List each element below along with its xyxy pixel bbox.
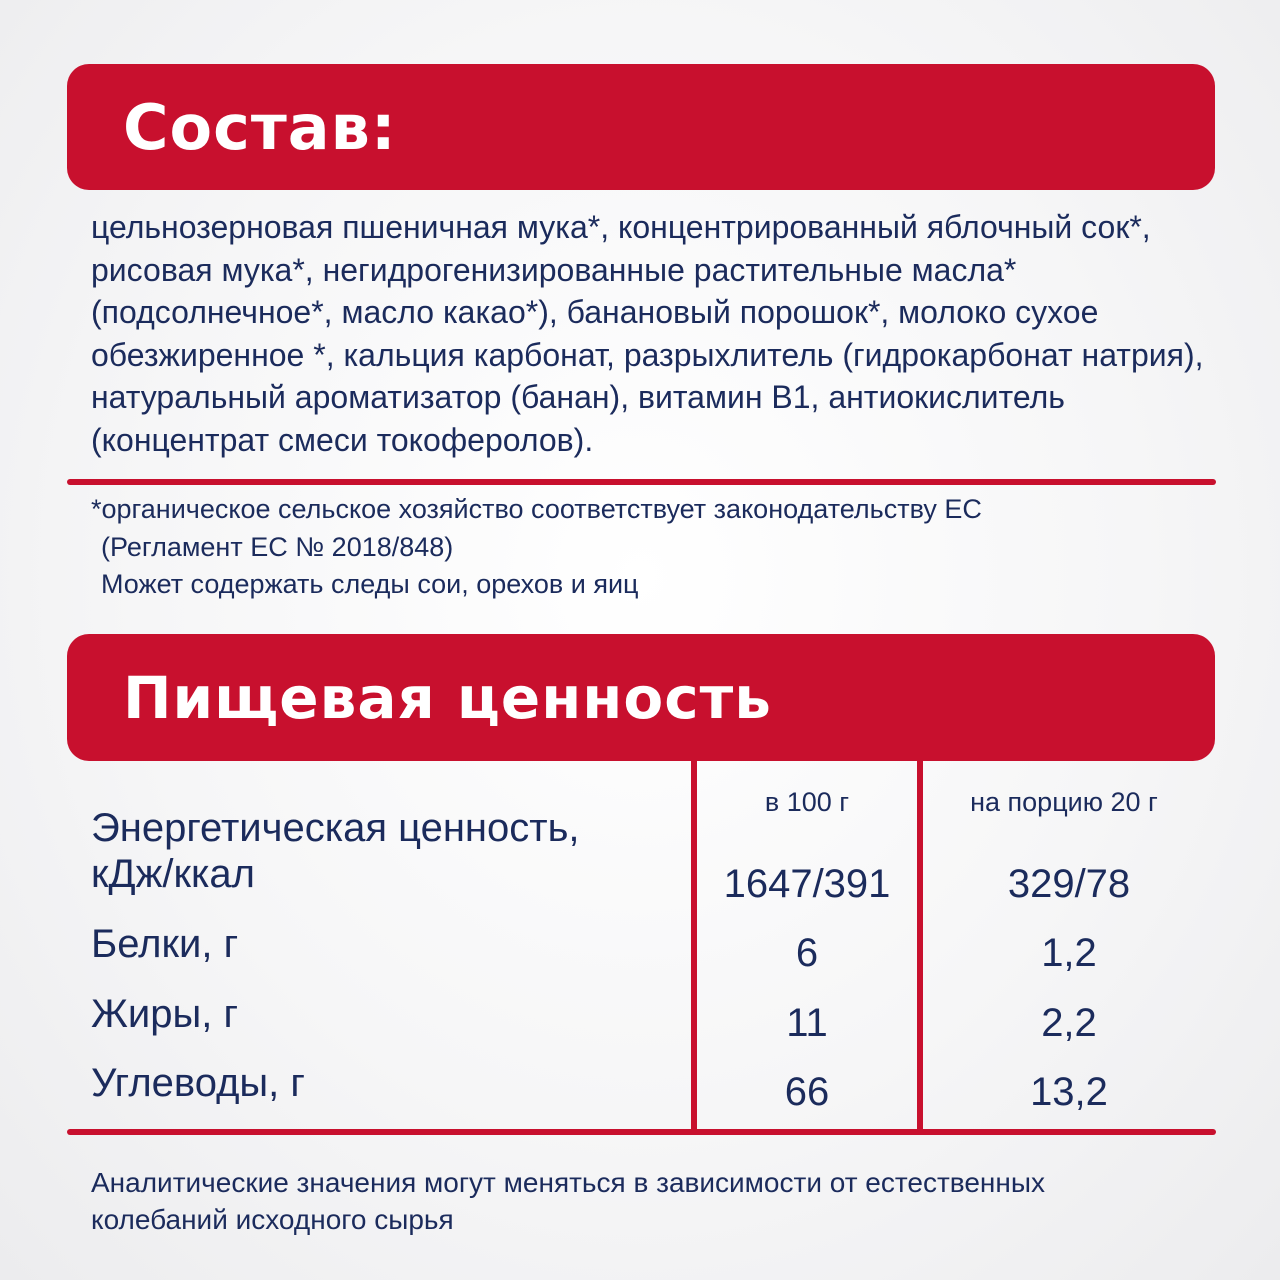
row-label-fat: Жиры, г (91, 992, 239, 1036)
carbohydrates-per-100g: 66 (784, 1070, 830, 1114)
fat-per-100g: 11 (786, 1001, 828, 1045)
energy-per-100g: 1647/391 (723, 862, 891, 906)
row-label-energy-line-2: кДж/ккал (91, 852, 255, 896)
nutrition-heading-banner (67, 634, 1215, 761)
column-header-per-portion: на порцию 20 г (970, 787, 1158, 817)
protein-per-100g: 6 (795, 931, 819, 975)
organic-footnote: *органическое сельское хозяйство соответствует законодательству ЕС (91, 494, 982, 524)
composition-divider (67, 479, 1216, 485)
ingredients-text: цельнозерновая пшеничная мука*, концентрированный яблочный сок*, рисовая мука*, негидрогенизированные растительные масла* (подсолнечное*, масло какао*), банановый порошок*, молоко сухое обезжиренное *, кальция карбонат, разрыхлитель (гидрокарбонат натрия), натуральный ароматизатор (банан), витамин B1, антиокислитель (концентрат смеси токоферолов). (91, 209, 1204, 458)
table-bottom-divider (67, 1129, 1216, 1135)
row-label-carbohydrates: Углеводы, г (91, 1061, 305, 1105)
fat-per-portion: 2,2 (1041, 1001, 1097, 1045)
carbohydrates-per-portion: 13,2 (1030, 1070, 1108, 1114)
analytical-note-line-1: Аналитические значения могут меняться в зависимости от естественных (91, 1167, 1045, 1198)
allergen-footnote: Может содержать следы сои, орехов и яиц (101, 569, 639, 599)
row-label-energy-line-1: Энергетическая ценность, (91, 806, 580, 850)
regulation-footnote: (Регламент ЕС № 2018/848) (101, 532, 454, 562)
analytical-note-line-2: колебаний исходного сырья (91, 1204, 454, 1235)
column-header-per-100g: в 100 г (764, 787, 850, 817)
energy-per-portion: 329/78 (1007, 862, 1131, 906)
composition-heading-banner (67, 64, 1215, 190)
row-label-protein: Белки, г (91, 922, 239, 966)
protein-per-portion: 1,2 (1041, 931, 1097, 975)
nutrition-heading: Пищевая ценность (123, 663, 772, 732)
composition-heading: Состав: (123, 90, 397, 164)
